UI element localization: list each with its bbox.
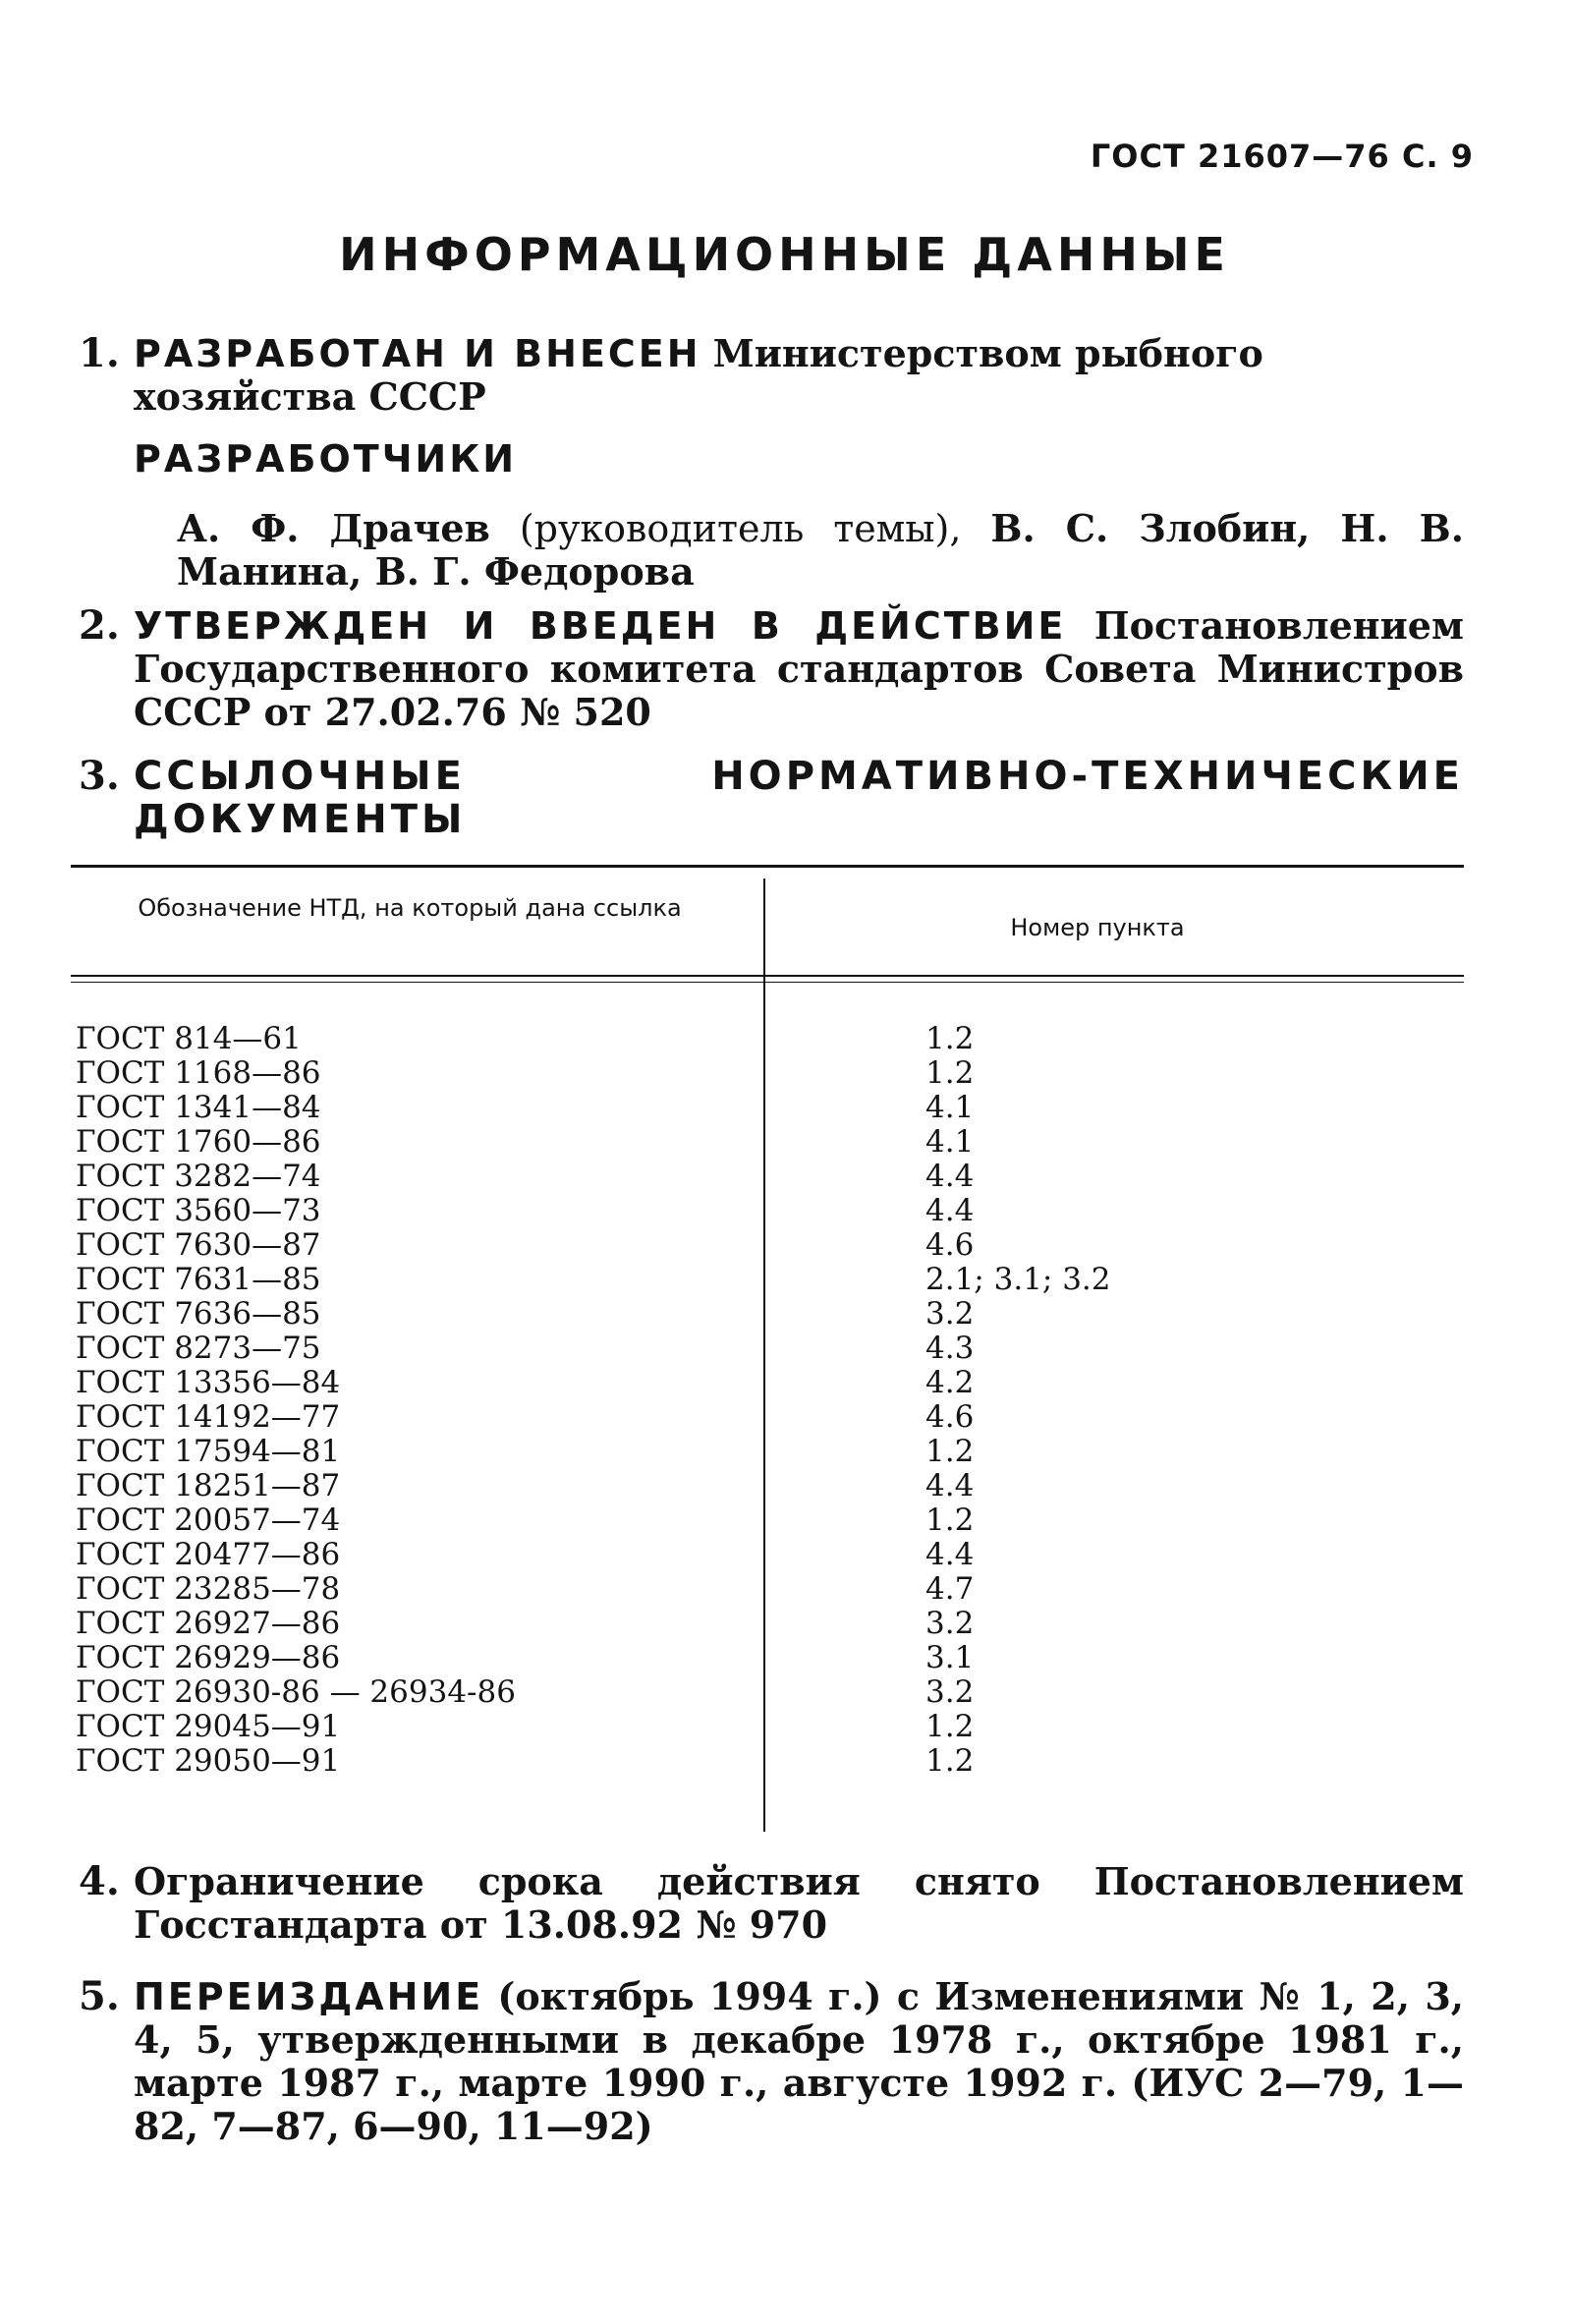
table-cell-item-number: 1.2: [925, 1743, 975, 1779]
table-row: [71, 1607, 1464, 1641]
table-cell-item-number: 1.2: [925, 1709, 975, 1744]
section-2: [79, 604, 1464, 734]
table-cell-designation: ГОСТ 20477—86: [76, 1537, 341, 1572]
table-row: [71, 1538, 1464, 1572]
table-cell-designation: ГОСТ 29045—91: [76, 1709, 341, 1744]
table-cell-item-number: 4.3: [925, 1331, 975, 1366]
table-cell-designation: ГОСТ 8273—75: [76, 1331, 321, 1366]
section-5-number: 5.: [79, 1973, 120, 2019]
table-cell-item-number: 4.7: [925, 1571, 975, 1607]
table-cell-designation: ГОСТ 3560—73: [76, 1193, 321, 1228]
table-row: [71, 1400, 1464, 1435]
table-cell-designation: ГОСТ 17594—81: [76, 1434, 341, 1469]
table-row: [71, 1572, 1464, 1607]
section-4: [79, 1860, 1464, 1947]
table-cell-item-number: 2.1; 3.1; 3.2: [925, 1262, 1111, 1297]
table-row: [71, 1366, 1464, 1400]
table-cell-designation: ГОСТ 7631—85: [76, 1262, 321, 1297]
table-cell-item-number: 4.4: [925, 1159, 975, 1194]
table-cell-designation: ГОСТ 1168—86: [76, 1055, 321, 1091]
section-1: [79, 332, 1464, 419]
section-2-number: 2.: [79, 602, 120, 649]
table-row: [71, 1228, 1464, 1263]
table-cell-item-number: 4.2: [925, 1365, 975, 1400]
table-cell-item-number: 4.6: [925, 1399, 975, 1435]
table-cell-item-number: 3.2: [925, 1606, 975, 1641]
table-row: [71, 1056, 1464, 1091]
table-row: [71, 1503, 1464, 1538]
table-cell-item-number: 4.4: [925, 1468, 975, 1503]
table-cell-item-number: 1.2: [925, 1055, 975, 1091]
developer-lead-name: А. Ф. Драчев: [177, 506, 490, 550]
table-row: [71, 1022, 1464, 1056]
table-cell-designation: ГОСТ 26930-86 — 26934-86: [76, 1674, 516, 1710]
table-cell-designation: ГОСТ 26929—86: [76, 1640, 341, 1675]
section-5-text: (октябрь 1994 г.) с Изменениями № 1, 2, 3, 4, 5, утвержденными в декабре 1978 г., октябре 1981 г., марте 1987 г., марте 1990 г., августе 1992 г. (ИУС 2—79, 1—82, 7—87, 6—90, 11—92): [134, 1974, 1464, 2148]
section-1-text: Министерством рыбного хозяйства СССР: [134, 331, 1263, 419]
section-3-number: 3.: [79, 753, 120, 799]
table-cell-designation: ГОСТ 7630—87: [76, 1227, 321, 1263]
table-body: [71, 1022, 1464, 1779]
section-5: [79, 1975, 1464, 2148]
table-row: [71, 1091, 1464, 1125]
section-2-lead: УТВЕРЖДЕН И ВВЕДЕН В ДЕЙСТВИЕ: [134, 604, 1067, 648]
table-cell-designation: ГОСТ 814—61: [76, 1021, 302, 1056]
section-1-lead: РАЗРАБОТАН И ВНЕСЕН: [134, 332, 701, 375]
table-row: [71, 1710, 1464, 1744]
section-3: [79, 755, 1464, 841]
table-cell-designation: ГОСТ 23285—78: [76, 1571, 341, 1607]
section-2-text: Постановлением Государственного комитета стандартов Совета Министров СССР от 27.02.76 № 520: [134, 603, 1464, 734]
table-cell-item-number: 1.2: [925, 1434, 975, 1469]
table-row: [71, 1435, 1464, 1469]
table-cell-designation: ГОСТ 3282—74: [76, 1159, 321, 1194]
developer-role: (руководитель темы),: [519, 507, 962, 550]
table-cell-designation: ГОСТ 7636—85: [76, 1296, 321, 1332]
table-cell-designation: ГОСТ 1760—86: [76, 1124, 321, 1160]
developers-list: [177, 507, 1464, 594]
table-cell-item-number: 1.2: [925, 1502, 975, 1538]
table-row: [71, 1332, 1464, 1366]
table-header-designation: Обозначение НТД, на который дана ссылка: [138, 894, 682, 922]
table-row: [71, 1675, 1464, 1710]
table-cell-item-number: 4.1: [925, 1090, 975, 1125]
table-cell-designation: ГОСТ 1341—84: [76, 1090, 321, 1125]
section-4-text: Ограничение срока действия снято Постановлением Госстандарта от 13.08.92 № 970: [134, 1859, 1464, 1947]
table-row: [71, 1160, 1464, 1194]
table-cell-item-number: 3.1: [925, 1640, 975, 1675]
section-1-number: 1.: [79, 330, 120, 376]
table-top-rule: [71, 865, 1464, 868]
table-header-item-number: Номер пункта: [1010, 914, 1185, 941]
table-row: [71, 1641, 1464, 1675]
table-cell-designation: ГОСТ 20057—74: [76, 1502, 341, 1538]
table-cell-designation: ГОСТ 26927—86: [76, 1606, 341, 1641]
developer-other-names: В. С. Злобин, Н. В. Манина, В. Г. Федорова: [177, 506, 1464, 594]
table-cell-item-number: 4.4: [925, 1537, 975, 1572]
table-cell-designation: ГОСТ 29050—91: [76, 1743, 341, 1779]
developers-label: РАЗРАБОТЧИКИ: [134, 437, 518, 481]
table-row: [71, 1744, 1464, 1779]
page-title: ИНФОРМАЦИОННЫЕ ДАННЫЕ: [339, 228, 1230, 281]
table-cell-designation: ГОСТ 18251—87: [76, 1468, 341, 1503]
section-4-number: 4.: [79, 1858, 120, 1904]
table-row: [71, 1194, 1464, 1228]
section-3-lead: ССЫЛОЧНЫЕ НОРМАТИВНО-ТЕХНИЧЕСКИЕ ДОКУМЕНТЫ: [134, 754, 1464, 842]
page-header: ГОСТ 21607—76 С. 9: [1090, 138, 1474, 175]
table-cell-item-number: 4.4: [925, 1193, 975, 1228]
table-header-rule-secondary: [71, 982, 1464, 983]
table-cell-designation: ГОСТ 13356—84: [76, 1365, 341, 1400]
table-cell-designation: ГОСТ 14192—77: [76, 1399, 341, 1435]
table-cell-item-number: 3.2: [925, 1674, 975, 1710]
table-cell-item-number: 3.2: [925, 1296, 975, 1332]
table-header-rule: [71, 975, 1464, 977]
section-5-lead: ПЕРЕИЗДАНИЕ: [134, 1975, 484, 2018]
table-row: [71, 1469, 1464, 1503]
table-cell-item-number: 1.2: [925, 1021, 975, 1056]
table-row: [71, 1297, 1464, 1332]
table-cell-item-number: 4.1: [925, 1124, 975, 1160]
table-row: [71, 1125, 1464, 1160]
table-cell-item-number: 4.6: [925, 1227, 975, 1263]
reference-table: [71, 865, 1464, 1833]
table-row: [71, 1263, 1464, 1297]
